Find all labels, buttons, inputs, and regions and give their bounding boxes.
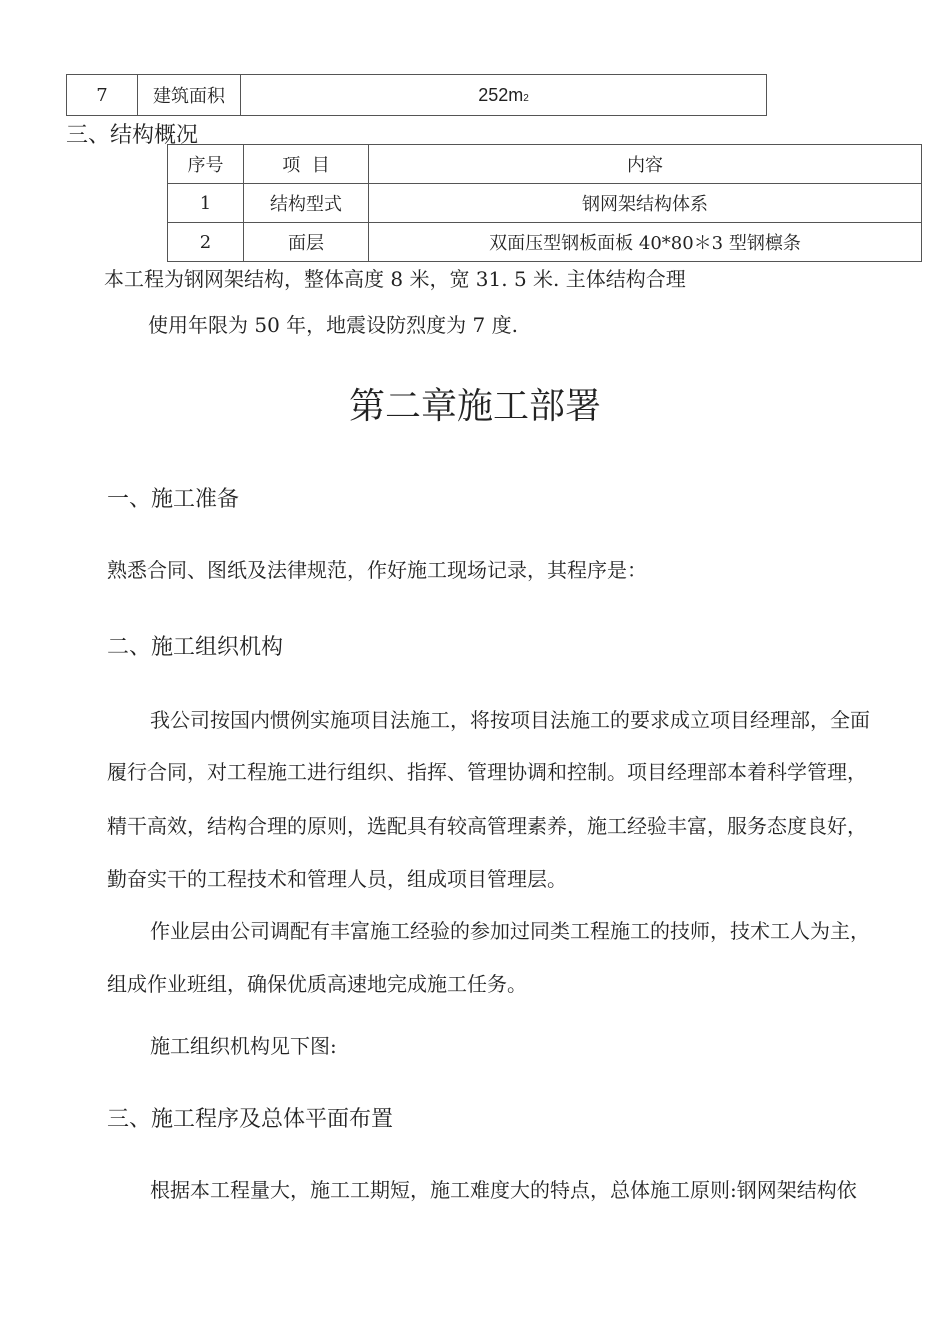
column-header: 序号 [168,145,244,184]
building-area-table [66,74,767,116]
section-heading-preparation: 一、施工准备 [107,487,240,512]
table-row [168,223,922,262]
table-cell: 双面压型钢板面板 40*80＊3 型钢檩条 [369,223,922,262]
row-item: 建筑面积 [138,75,241,116]
row-number: 7 [67,75,138,116]
section-heading-procedure: 三、施工程序及总体平面布置 [107,1107,394,1132]
paragraph-line: 我公司按国内惯例实施项目法施工，将按项目法施工的要求成立项目经理部，全面 [150,708,870,732]
table-header-row [168,145,922,184]
paragraph-line: 作业层由公司调配有丰富施工经验的参加过同类工程施工的技师，技术工人为主， [150,919,870,943]
paragraph-line: 精干高效，结构合理的原则，选配具有较高管理素养，施工经验丰富，服务态度良好， [107,814,867,838]
paragraph-line: 履行合同，对工程施工进行组织、指挥、管理协调和控制。项目经理部本着科学管理， [107,760,867,784]
preparation-text: 熟悉合同、图纸及法律规范，作好施工现场记录，其程序是： [107,558,647,582]
paragraph-line: 勤奋实干的工程技术和管理人员，组成项目管理层。 [107,867,567,891]
paragraph-line: 组成作业班组，确保优质高速地完成施工任务。 [107,972,527,996]
chapter-title: 第二章施工部署 [348,386,601,427]
column-header: 内容 [369,145,922,184]
structure-table [167,144,922,262]
table-cell: 1 [168,184,244,223]
intro-line-2: 使用年限为 50 年，地震设防烈度为 7 度. [148,313,518,337]
table-cell: 2 [168,223,244,262]
paragraph-line: 根据本工程量大，施工工期短，施工难度大的特点，总体施工原则:钢网架结构依 [150,1178,857,1202]
table-cell: 钢网架结构体系 [369,184,922,223]
intro-line-1: 本工程为钢网架结构，整体高度 8 米，宽 31. 5 米. 主体结构合理 [104,267,686,291]
org-chart-reference: 施工组织机构见下图: [150,1034,337,1058]
table-cell: 结构型式 [244,184,369,223]
table-row [168,184,922,223]
table-cell: 面层 [244,223,369,262]
section-heading-structure: 三、结构概况 [66,123,199,148]
table-row [67,75,767,116]
section-heading-organization: 二、施工组织机构 [107,635,284,660]
row-value: 252m2 [241,75,767,116]
column-header: 项 目 [244,145,369,184]
